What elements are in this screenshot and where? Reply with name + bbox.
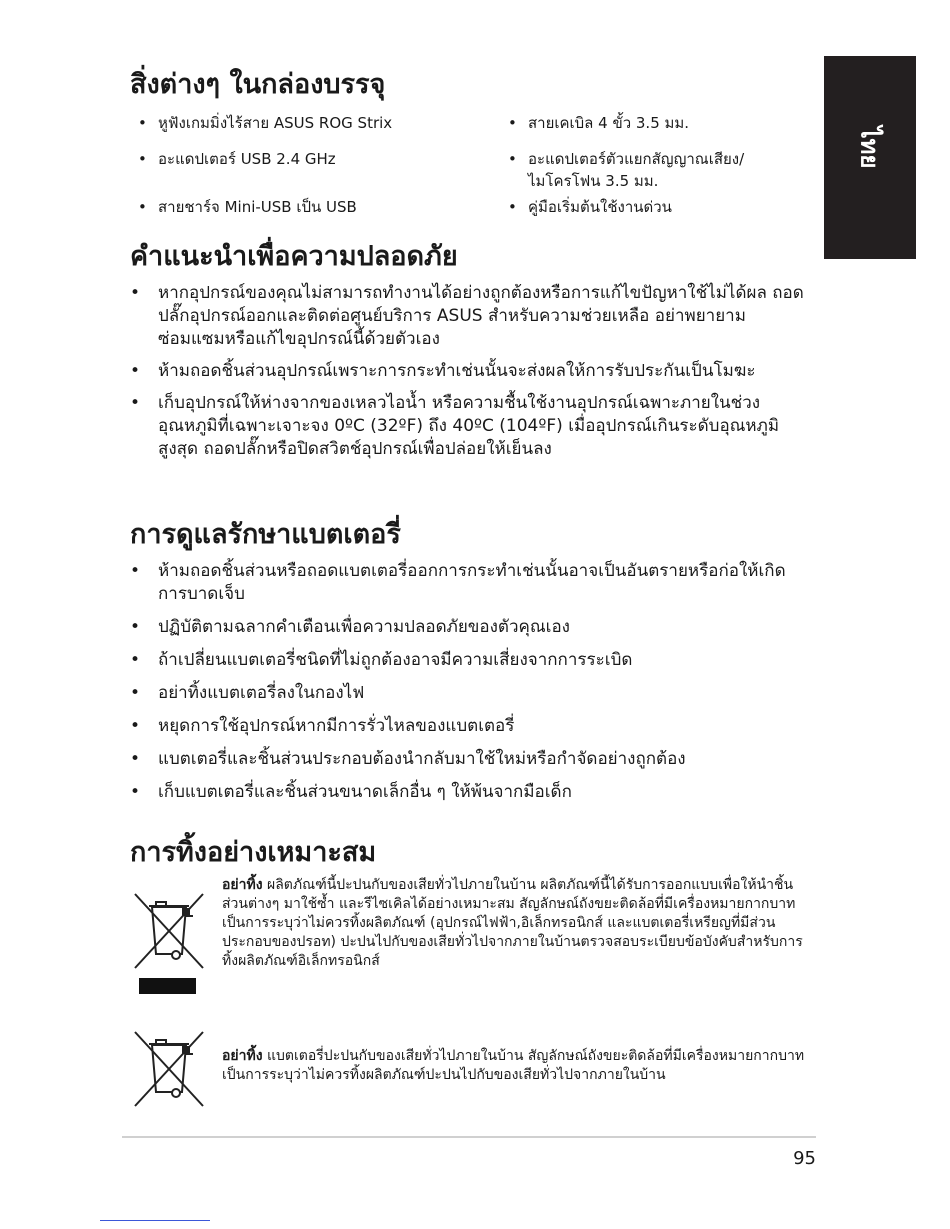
list-item: • เก็บอุปกรณ์ให้ห่างจากของเหลวไอน้ำ หรือความชื้นใช้งานอุปกรณ์เฉพาะภายในช่วงอุณหภูมิที่เฉพาะเจาะจง 0ºC (32ºF) ถึง 40ºC (104ºF) เมื่ออุปกรณ์เกินระดับอุณหภูมิสูงสุด ถอดปลั๊กหรือปิดสวิตช์อุปกรณ์เพื่อปล่อยให้เย็นลง	[130, 393, 780, 459]
proper-disposal-title: การทิ้งอย่างเหมาะสม	[130, 837, 377, 868]
crossed-out-wheelie-bin-icon	[133, 892, 205, 970]
page-number: 95	[793, 1148, 816, 1169]
bullet: •	[508, 198, 517, 216]
package-item: • สายเคเบิล 4 ขั้ว 3.5 มม.	[508, 114, 690, 132]
list-item: • แบตเตอรี่และชิ้นส่วนประกอบต้องนำกลับมาใช้ใหม่หรือกำจัดอย่างถูกต้อง	[130, 749, 686, 769]
list-item: • ห้ามถอดชิ้นส่วนหรือถอดแบตเตอรี่ออกการกระทำเช่นนั้นอาจเป็นอันตรายหรือก่อให้เกิดการบาดเจ็บ	[130, 561, 786, 604]
language-tab	[824, 56, 916, 259]
package-contents-title: สิ่งต่างๆ ในกล่องบรรจุ	[130, 69, 386, 100]
crossed-out-wheelie-bin-icon	[133, 1030, 205, 1108]
list-item: • หยุดการใช้อุปกรณ์หากมีการรั่วไหลของแบตเตอรี่	[130, 716, 515, 736]
bullet: •	[138, 198, 147, 216]
list-item: • ห้ามถอดชิ้นส่วนอุปกรณ์เพราะการกระทำเช่นนั้นจะส่งผลให้การรับประกันเป็นโมฆะ	[130, 361, 756, 381]
disposal-notice: อย่าทิ้ง ผลิตภัณฑ์นี้ปะปนกับของเสียทั่วไปภายในบ้าน ผลิตภัณฑ์นี้ได้รับการออกแบบเพื่อให้นำชิ้นส่วนต่างๆ มาใช้ซ้ำ และรีไซเคิลได้อย่างเหมาะสม สัญลักษณ์ถังขยะติดล้อที่มีเครื่องหมายกากบาท เป็นการระบุว่าไม่ควรทิ้งผลิตภัณฑ์ (อุปกรณ์ไฟฟ้า,อิเล็กทรอนิกส์ และแบตเตอรี่เหรียญที่มีส่วนประกอบของปรอท) ปะปนไปกับของเสียทั่วไปจากภายในบ้านตรวจสอบระเบียบข้อบังคับสำหรับการทิ้งผลิตภัณฑ์อิเล็กทรอนิกส์	[222, 877, 803, 969]
bullet: •	[508, 150, 517, 168]
bullet: •	[138, 150, 147, 168]
list-item: • เก็บแบตเตอรี่และชิ้นส่วนขนาดเล็กอื่น ๆ ให้พ้นจากมือเด็ก	[130, 782, 572, 802]
battery-care-title: การดูแลรักษาแบตเตอรี่	[130, 519, 401, 550]
list-item: • ถ้าเปลี่ยนแบตเตอรี่ชนิดที่ไม่ถูกต้องอาจมีความเสี่ยงจากการระเบิด	[130, 650, 633, 670]
package-item: • หูฟังเกมมิ่งไร้สาย ASUS ROG Strix	[138, 114, 393, 132]
bullet: •	[508, 114, 517, 132]
list-item: • อย่าทิ้งแบตเตอรี่ลงในกองไฟ	[130, 683, 365, 703]
safety-list	[130, 282, 810, 461]
footer-divider	[122, 1136, 816, 1138]
package-item: • คู่มือเริ่มต้นใช้งานด่วน	[508, 198, 672, 216]
list-item: • หากอุปกรณ์ของคุณไม่สามารถทำงานได้อย่างถูกต้องหรือการแก้ไขปัญหาใช้ไม่ได้ผล ถอดปลั๊กอุปกรณ์ออกและติดต่อศูนย์บริการ ASUS สำหรับความช่วยเหลือ อย่าพยายามซ่อมแซมหรือแก้ไขอุปกรณ์นี้ด้วยตัวเอง	[130, 283, 804, 349]
bullet: •	[138, 114, 147, 132]
weee-black-bar	[139, 978, 196, 994]
safety-guidelines-title: คำแนะนำเพื่อความปลอดภัย	[130, 241, 458, 272]
package-item: • สายชาร์จ Mini-USB เป็น USB	[138, 198, 357, 216]
battery-list	[130, 560, 810, 804]
package-item: • อะแดปเตอร์ตัวแยกสัญญาณเสียง/ไมโครโฟน 3.5 มม.	[508, 150, 745, 190]
footer-accent-line	[100, 1220, 210, 1221]
package-item: • อะแดปเตอร์ USB 2.4 GHz	[138, 150, 336, 168]
list-item: • ปฏิบัติตามฉลากคำเตือนเพื่อความปลอดภัยของตัวคุณเอง	[130, 617, 570, 637]
language-tab-label: ไทย	[855, 126, 884, 169]
disposal-notice: อย่าทิ้ง แบตเตอรี่ปะปนกับของเสียทั่วไปภายในบ้าน สัญลักษณ์ถังขยะติดล้อที่มีเครื่องหมายกากบาท เป็นการระบุว่าไม่ควรทิ้งผลิตภัณฑ์ปะปนไปกับของเสียทั่วไปจากภายในบ้าน	[222, 1048, 805, 1083]
